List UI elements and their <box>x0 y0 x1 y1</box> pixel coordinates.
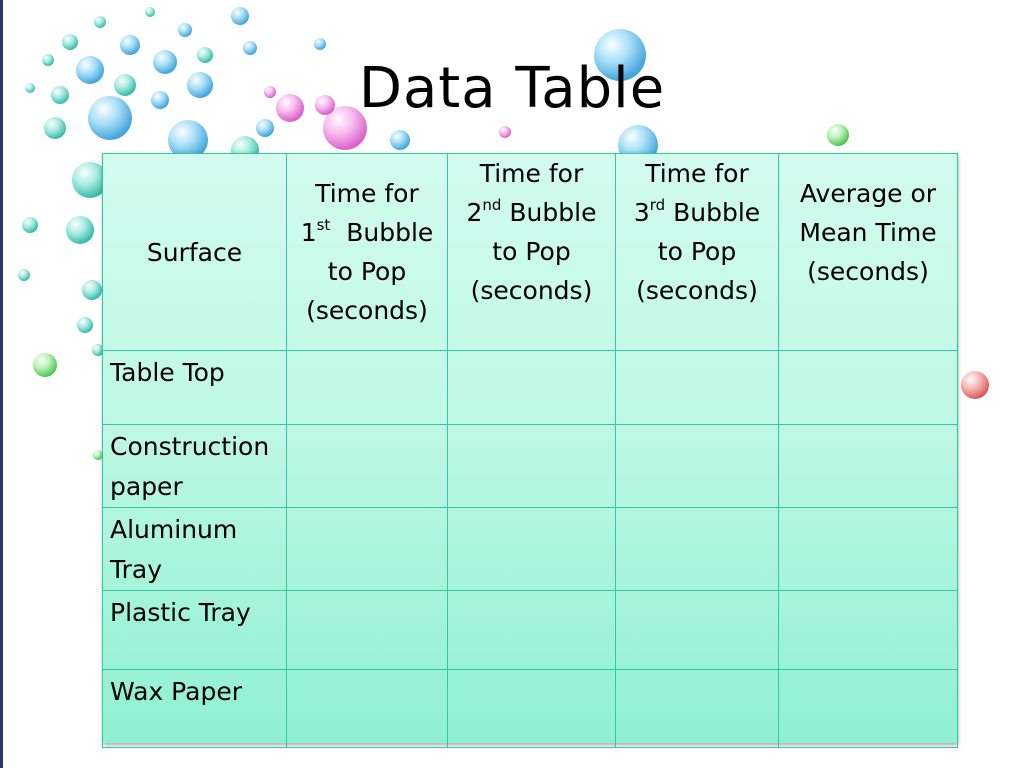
table-cell[interactable] <box>287 670 448 748</box>
table-cell[interactable] <box>779 670 958 748</box>
table-cell[interactable] <box>287 425 448 508</box>
table-row <box>103 425 958 508</box>
table-cell[interactable] <box>616 351 779 425</box>
row-label-surface: Aluminum Tray <box>103 508 287 591</box>
header-bubble-label: Bubble <box>509 198 597 227</box>
data-table <box>102 153 958 748</box>
table-cell[interactable] <box>779 425 958 508</box>
header-average-time <box>779 154 958 351</box>
row-label-surface: Wax Paper <box>103 670 287 748</box>
header-units-label: (seconds) <box>636 276 758 305</box>
header-ordinal-number: 2 <box>466 198 483 227</box>
header-to-pop-label: to Pop <box>657 237 737 266</box>
header-time-label: Time for <box>645 159 749 188</box>
header-bubble-label: Bubble <box>673 198 761 227</box>
header-units-label: (seconds) <box>470 276 593 305</box>
header-units-label: (seconds) <box>807 256 929 286</box>
table-cell[interactable] <box>616 508 779 591</box>
header-ordinal-suffix: st <box>316 216 331 234</box>
header-ordinal-suffix: rd <box>649 196 666 214</box>
header-time-3rd-bubble <box>616 154 779 351</box>
table-cell[interactable] <box>616 591 779 670</box>
header-to-pop-label: to Pop <box>492 237 571 266</box>
header-ordinal-number: 3 <box>633 198 650 227</box>
header-bubble-label: Bubble <box>346 218 434 247</box>
table-row <box>103 351 958 425</box>
header-to-pop-label: to Pop <box>327 257 407 286</box>
table-cell[interactable] <box>779 591 958 670</box>
table-cell[interactable] <box>287 351 448 425</box>
table-row <box>103 508 958 591</box>
header-mean-time-label: Mean Time <box>799 217 937 247</box>
table-cell[interactable] <box>616 425 779 508</box>
table-cell[interactable] <box>448 508 616 591</box>
row-label-surface: Plastic Tray <box>103 591 287 670</box>
data-table-container <box>102 153 957 743</box>
table-cell[interactable] <box>448 351 616 425</box>
table-cell[interactable] <box>287 591 448 670</box>
table-row <box>103 591 958 670</box>
table-row <box>103 670 958 748</box>
header-surface <box>103 154 287 351</box>
table-cell[interactable] <box>448 425 616 508</box>
table-cell[interactable] <box>616 670 779 748</box>
header-time-2nd-bubble <box>448 154 616 351</box>
row-label-surface: Construction paper <box>103 425 287 508</box>
header-time-1st-bubble <box>287 154 448 351</box>
table-cell[interactable] <box>779 351 958 425</box>
header-units-label: (seconds) <box>306 296 428 325</box>
header-surface-label: Surface <box>146 237 243 267</box>
table-cell[interactable] <box>448 591 616 670</box>
header-average-label: Average or <box>799 178 937 208</box>
header-time-label: Time for <box>479 159 584 188</box>
header-time-label: Time for <box>315 179 419 208</box>
slide-title: Data Table <box>358 56 666 121</box>
table-cell[interactable] <box>448 670 616 748</box>
table-cell[interactable] <box>287 508 448 591</box>
table-header-row <box>103 154 958 351</box>
row-label-surface: Table Top <box>103 351 287 425</box>
header-ordinal-number: 1 <box>300 218 317 247</box>
header-ordinal-suffix: nd <box>482 196 502 214</box>
table-cell[interactable] <box>779 508 958 591</box>
